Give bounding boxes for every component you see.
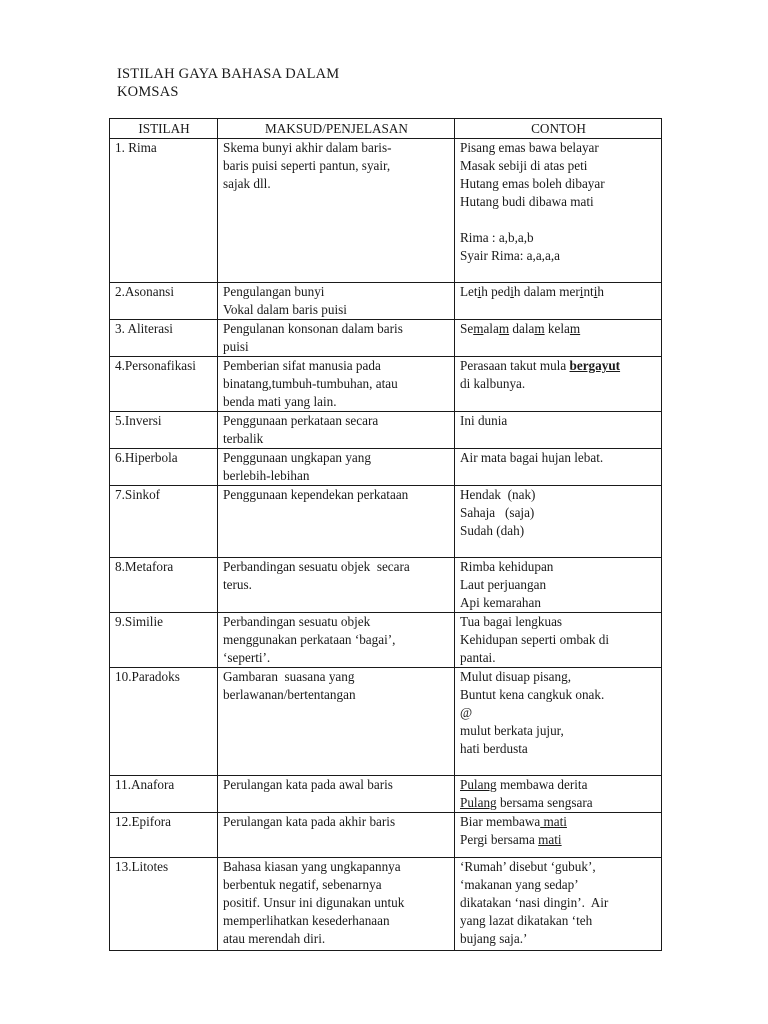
table-row <box>110 486 662 558</box>
contoh-line <box>460 813 657 831</box>
contoh-text: h <box>597 284 604 299</box>
table-row <box>110 668 662 776</box>
istilah-cell: 11.Anafora <box>110 776 218 813</box>
contoh-text: nt <box>583 284 594 299</box>
contoh-text: Biar membawa <box>460 814 541 829</box>
maksud-line: positif. Unsur ini digunakan untuk <box>223 895 405 910</box>
contoh-cell <box>455 668 662 776</box>
contoh-line <box>460 283 657 301</box>
table-row <box>110 858 662 951</box>
document-title <box>117 65 437 101</box>
underlined-consonant: m <box>473 321 484 336</box>
blank-line <box>460 211 657 229</box>
istilah-cell: 8.Metafora <box>110 558 218 613</box>
title-line-1: ISTILAH GAYA BAHASA DALAM <box>117 66 340 82</box>
maksud-line: Pengulanan konsonan dalam baris <box>223 321 403 336</box>
contoh-cell <box>455 486 662 558</box>
table-row <box>110 357 662 412</box>
istilah-cell: 2.Asonansi <box>110 283 218 320</box>
contoh-text: ala <box>483 321 499 336</box>
maksud-cell <box>218 668 455 776</box>
underlined-vowel: i <box>579 284 584 299</box>
maksud-line: berlawanan/bertentangan <box>223 687 356 702</box>
maksud-cell <box>218 449 455 486</box>
table-row <box>110 320 662 357</box>
contoh-line <box>460 831 657 849</box>
contoh-text: dala <box>509 321 535 336</box>
contoh-cell <box>455 813 662 858</box>
maksud-line: binatang,tumbuh-tumbuhan, atau <box>223 376 398 391</box>
bold-underlined-word: bergayut <box>569 358 621 373</box>
table-row <box>110 449 662 486</box>
istilah-cell: 9.Similie <box>110 613 218 668</box>
maksud-cell <box>218 283 455 320</box>
maksud-cell <box>218 813 455 858</box>
maksud-cell <box>218 558 455 613</box>
table-row <box>110 412 662 449</box>
contoh-line: Air mata bagai hujan lebat. <box>460 450 604 465</box>
maksud-line: Perulangan kata pada awal baris <box>223 777 393 792</box>
maksud-line: Penggunaan perkataan secara <box>223 413 379 428</box>
contoh-line: pantai. <box>460 650 496 665</box>
table-row <box>110 558 662 613</box>
contoh-line: hati berdusta <box>460 741 528 756</box>
maksud-line: Vokal dalam baris puisi <box>223 302 347 317</box>
istilah-cell: 12.Epifora <box>110 813 218 858</box>
maksud-cell <box>218 486 455 558</box>
maksud-line: atau merendah diri. <box>223 931 326 946</box>
istilah-cell: 7.Sinkof <box>110 486 218 558</box>
maksud-cell <box>218 613 455 668</box>
istilah-cell: 6.Hiperbola <box>110 449 218 486</box>
maksud-line: terbalik <box>223 431 264 446</box>
underlined-word: Pulang <box>460 777 497 792</box>
contoh-line: ‘makanan yang sedap’ <box>460 877 579 892</box>
istilah-cell: 5.Inversi <box>110 412 218 449</box>
contoh-line: mulut berkata jujur, <box>460 723 564 738</box>
maksud-line: Perbandingan sesuatu objek <box>223 614 371 629</box>
maksud-cell <box>218 776 455 813</box>
gaya-bahasa-table <box>109 118 662 951</box>
contoh-line: Hutang budi dibawa mati <box>460 194 594 209</box>
contoh-line: Hutang emas boleh dibayar <box>460 176 605 191</box>
maksud-cell <box>218 357 455 412</box>
contoh-text: bersama sengsara <box>496 795 593 810</box>
contoh-line <box>460 794 657 812</box>
contoh-line: Ini dunia <box>460 413 508 428</box>
table-row <box>110 813 662 858</box>
contoh-line <box>460 357 657 375</box>
underlined-word: mati <box>538 832 562 847</box>
contoh-line: @ <box>460 705 473 720</box>
table-row <box>110 283 662 320</box>
istilah-cell: 13.Litotes <box>110 858 218 951</box>
table-row <box>110 776 662 813</box>
table-row <box>110 139 662 283</box>
header-maksud: MAKSUD/PENJELASAN <box>218 119 455 139</box>
contoh-cell <box>455 558 662 613</box>
contoh-cell <box>455 449 662 486</box>
maksud-line: puisi <box>223 339 249 354</box>
maksud-line: berlebih-lebihan <box>223 468 310 483</box>
contoh-line: yang lazat dikatakan ‘teh <box>460 913 593 928</box>
contoh-line: Pisang emas bawa belayar <box>460 140 599 155</box>
contoh-cell <box>455 858 662 951</box>
contoh-line: dikatakan ‘nasi dingin’. Air <box>460 895 609 910</box>
istilah-cell: 1. Rima <box>110 139 218 283</box>
contoh-line: Kehidupan seperti ombak di <box>460 632 610 647</box>
maksud-line: menggunakan perkataan ‘bagai’, <box>223 632 396 647</box>
maksud-line: Perulangan kata pada akhir baris <box>223 814 396 829</box>
contoh-line: Rimba kehidupan <box>460 559 554 574</box>
table-header-row <box>110 119 662 139</box>
maksud-line: Pemberian sifat manusia pada <box>223 358 381 373</box>
underlined-consonant: m <box>534 321 545 336</box>
contoh-line: Sahaja (saja) <box>460 505 535 520</box>
contoh-cell <box>455 283 662 320</box>
title-line-2: KOMSAS <box>117 84 179 100</box>
contoh-cell <box>455 357 662 412</box>
contoh-line: bujang saja.’ <box>460 931 528 946</box>
contoh-line: Laut perjuangan <box>460 577 547 592</box>
contoh-cell <box>455 412 662 449</box>
maksud-line: Penggunaan ungkapan yang <box>223 450 371 465</box>
contoh-line: Sudah (dah) <box>460 523 525 538</box>
istilah-cell: 10.Paradoks <box>110 668 218 776</box>
contoh-line <box>460 320 657 338</box>
contoh-text: h dalam mer <box>513 284 580 299</box>
header-istilah: ISTILAH <box>110 119 218 139</box>
maksud-line: Gambaran suasana yang <box>223 669 355 684</box>
contoh-text: Pergi bersama <box>460 832 539 847</box>
contoh-line: Hendak (nak) <box>460 487 536 502</box>
contoh-text: membawa derita <box>496 777 588 792</box>
contoh-cell <box>455 139 662 283</box>
underlined-consonant: m <box>498 321 510 336</box>
underlined-vowel: i <box>510 284 514 299</box>
maksud-line: Bahasa kiasan yang ungkapannya <box>223 859 401 874</box>
contoh-line: di kalbunya. <box>460 376 526 391</box>
underlined-vowel: i <box>593 284 598 299</box>
contoh-line: Mulut disuap pisang, <box>460 669 571 684</box>
maksud-line: Skema bunyi akhir dalam baris- <box>223 140 392 155</box>
maksud-line: baris puisi seperti pantun, syair, <box>223 158 391 173</box>
contoh-text: h ped <box>481 284 511 299</box>
underlined-vowel: i <box>477 284 482 299</box>
contoh-line: ‘Rumah’ disebut ‘gubuk’, <box>460 859 596 874</box>
maksud-line: Pengulangan bunyi <box>223 284 325 299</box>
contoh-line: Buntut kena cangkuk onak. <box>460 687 605 702</box>
table-row <box>110 613 662 668</box>
maksud-line: Perbandingan sesuatu objek secara <box>223 559 410 574</box>
contoh-text: Let <box>460 284 478 299</box>
maksud-cell <box>218 139 455 283</box>
contoh-line: Syair Rima: a,a,a,a <box>460 248 560 263</box>
contoh-line <box>460 776 657 794</box>
contoh-text: kela <box>544 321 570 336</box>
contoh-line: Masak sebiji di atas peti <box>460 158 588 173</box>
contoh-text: Perasaan takut mula <box>460 358 570 373</box>
underlined-word: mati <box>540 814 567 829</box>
contoh-cell <box>455 320 662 357</box>
contoh-line: Tua bagai lengkuas <box>460 614 563 629</box>
contoh-cell <box>455 776 662 813</box>
maksud-line: terus. <box>223 577 252 592</box>
contoh-line: Api kemarahan <box>460 595 541 610</box>
maksud-line: benda mati yang lain. <box>223 394 337 409</box>
maksud-line: memperlihatkan kesederhanaan <box>223 913 390 928</box>
maksud-line: sajak dll. <box>223 176 271 191</box>
maksud-cell <box>218 412 455 449</box>
maksud-line: berbentuk negatif, sebenarnya <box>223 877 382 892</box>
istilah-cell: 4.Personafikasi <box>110 357 218 412</box>
maksud-line: Penggunaan kependekan perkataan <box>223 487 409 502</box>
contoh-cell <box>455 613 662 668</box>
underlined-word: Pulang <box>460 795 497 810</box>
underlined-consonant: m <box>569 321 581 336</box>
maksud-cell <box>218 320 455 357</box>
maksud-line: ‘seperti’. <box>223 650 271 665</box>
contoh-text: Se <box>460 321 474 336</box>
maksud-cell <box>218 858 455 951</box>
istilah-cell: 3. Aliterasi <box>110 320 218 357</box>
header-contoh: CONTOH <box>455 119 662 139</box>
contoh-line: Rima : a,b,a,b <box>460 230 534 245</box>
